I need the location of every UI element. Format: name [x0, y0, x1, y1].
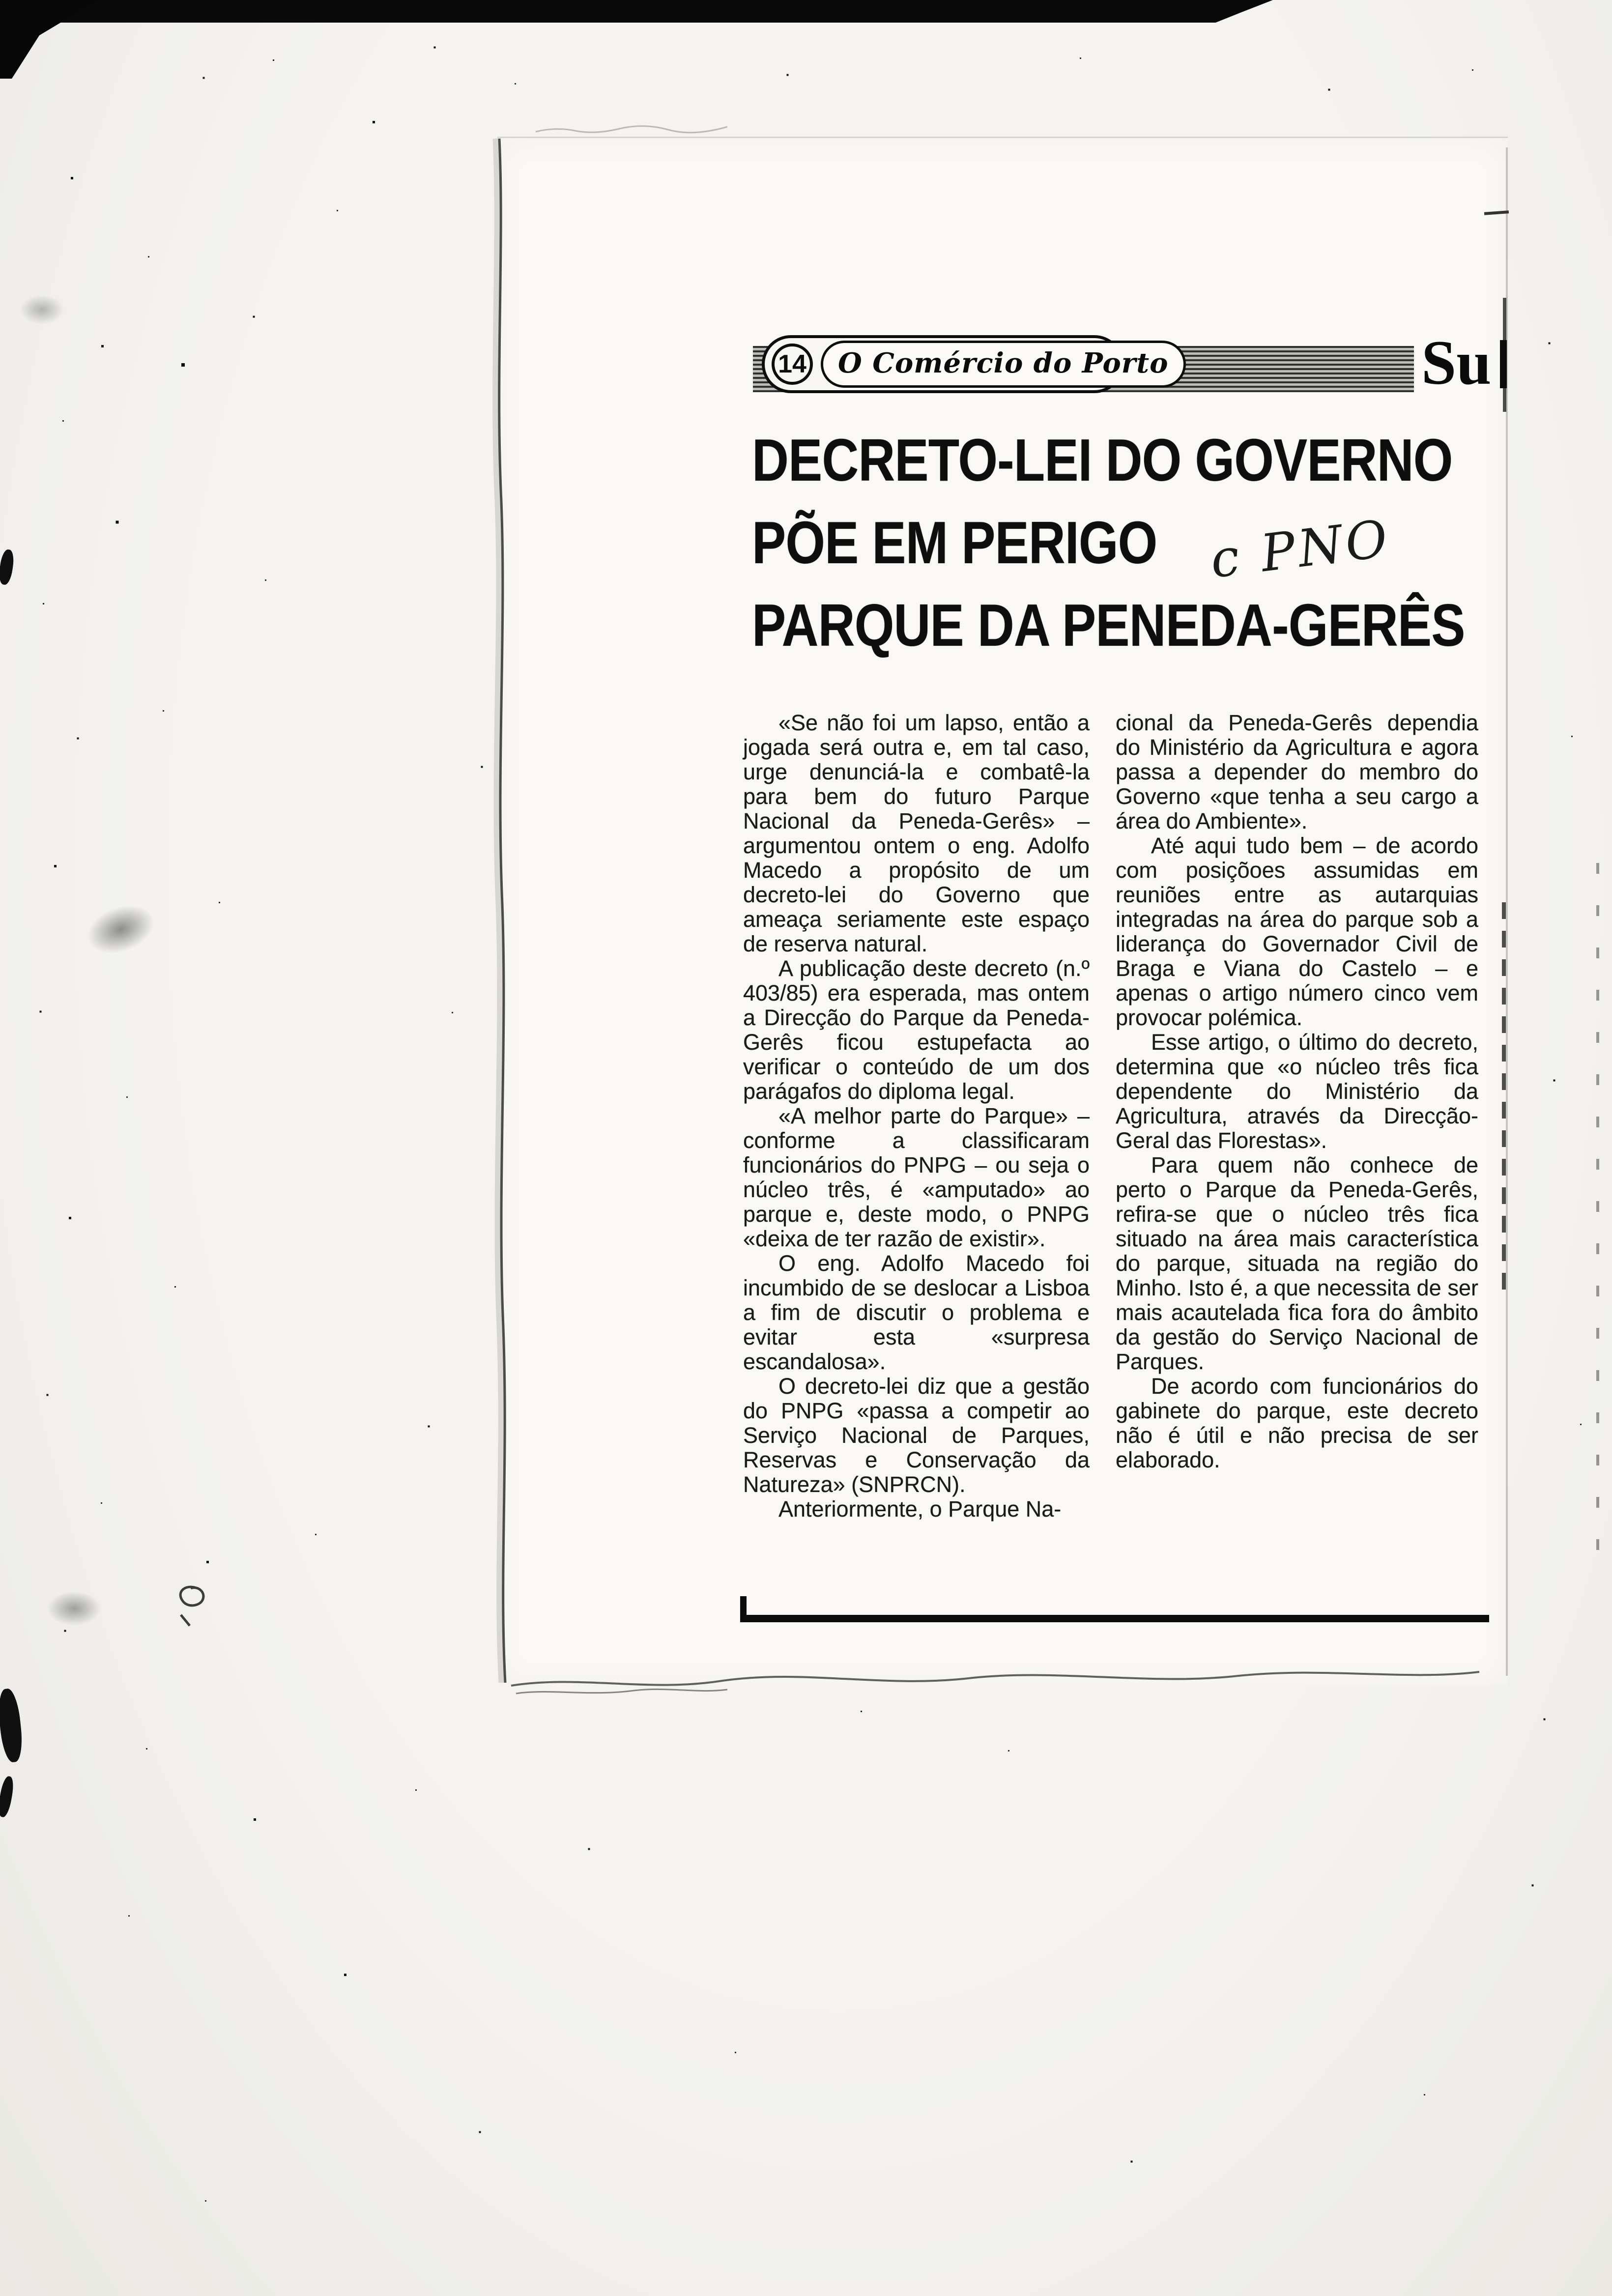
- article-paragraph: De acordo com funcionários do gabinete do parque, este decreto não é útil e não precisa de ser elaborado.: [1116, 1374, 1478, 1472]
- scan-smudge: [81, 897, 161, 962]
- article-bottom-rule-tick: [740, 1596, 747, 1622]
- handwritten-annotation: c PNO: [1207, 508, 1394, 590]
- article-paragraph: A publicação deste decreto (n.º 403/85) era esperada, mas ontem a Direcção do Parque da Peneda-Gerês ficou estupefacta ao verificar o conteúdo de um dos parágafos do diploma legal.: [743, 956, 1090, 1104]
- scan-left-edge-mark: [0, 1776, 15, 1818]
- masthead-capsule: [762, 335, 1169, 393]
- scan-left-edge-mark: [0, 549, 15, 586]
- section-heading-partial: Su: [1421, 328, 1492, 398]
- page-number: 14: [778, 350, 806, 378]
- scan-left-edge-mark: [0, 1688, 25, 1763]
- scan-smudge: [20, 295, 64, 324]
- article-column-left: [743, 711, 1090, 1521]
- article-paragraph: Até aqui tudo bem – de acordo com posiçõoes assumidas em reuniões entre as autarquias integradas na área do parque sob a liderança do Governador Civil de Braga e Viana do Castelo – e apenas o artigo número cinco vem provocar polémica.: [1116, 833, 1478, 1030]
- far-right-dashes: [1596, 863, 1599, 1556]
- headline-line: DECRETO-LEI DO GOVERNO: [752, 427, 1453, 493]
- masthead-title: O Comércio do Porto: [838, 347, 1169, 379]
- margin-scribble-mark: [180, 1587, 203, 1626]
- article-paragraph: Para quem não conhece de perto o Parque da Peneda-Gerês, refira-se que o núcleo três fica situado na área mais característica do parque, situada na região do Minho. Isto é, a que necessita de ser mais acautelada fica fora do âmbito da gestão do Serviço Nacional de Parques.: [1116, 1152, 1478, 1374]
- headline-line: PARQUE DA PENEDA-GERÊS: [752, 592, 1465, 659]
- article-paragraph: «Se não foi um lapso, então a jogada será outra e, em tal caso, urge denunciá-la e combatê-la para bem do futuro Parque Nacional da Peneda-Gerês» – argumentou ontem o eng. Adolfo Macedo a propósito de um decreto-lei do Governo que ameaça seriamente este espaço de reserva natural.: [743, 710, 1090, 956]
- article-bottom-rule: [740, 1615, 1489, 1622]
- right-edge-dashes: [1502, 902, 1506, 1295]
- article-paragraph: Esse artigo, o último do decreto, determina que «o núcleo três fica dependente do Ministério da Agricultura, através da Direcção-Geral das Florestas».: [1116, 1030, 1478, 1153]
- article-paragraph: O eng. Adolfo Macedo foi incumbido de se deslocar a Lisboa a fim de discutir o problema e evitar esta «surpresa escandalosa».: [743, 1251, 1090, 1374]
- article-paragraph: cional da Peneda-Gerês dependia do Ministério da Agricultura e agora passa a depender do membro do Governo «que tenha a seu cargo a área do Ambiente».: [1116, 710, 1478, 833]
- article-paragraph: O decreto-lei diz que a gestão do PNPG «passa a competir ao Serviço Nacional de Parques, Reservas e Conservação da Natureza» (SNPRCN).: [743, 1374, 1090, 1497]
- masthead-pill: [821, 341, 1186, 388]
- headline-line: PÕE EM PERIGO: [752, 509, 1157, 576]
- article-paragraph: Anteriormente, o Parque Na-: [778, 1496, 1062, 1521]
- scan-top-edge-mark: [0, 0, 1273, 23]
- article-column-right: [1116, 711, 1478, 1472]
- page-number-badge: [772, 344, 813, 385]
- scan-smudge: [47, 1591, 101, 1626]
- section-heading-cut-mark: [1500, 340, 1507, 388]
- article-paragraph: «A melhor parte do Parque» – conforme a classificaram funcionários do PNPG – ou seja o núcleo três, é «amputado» ao parque e, deste modo, o PNPG «deixa de ter razão de existir».: [743, 1103, 1090, 1251]
